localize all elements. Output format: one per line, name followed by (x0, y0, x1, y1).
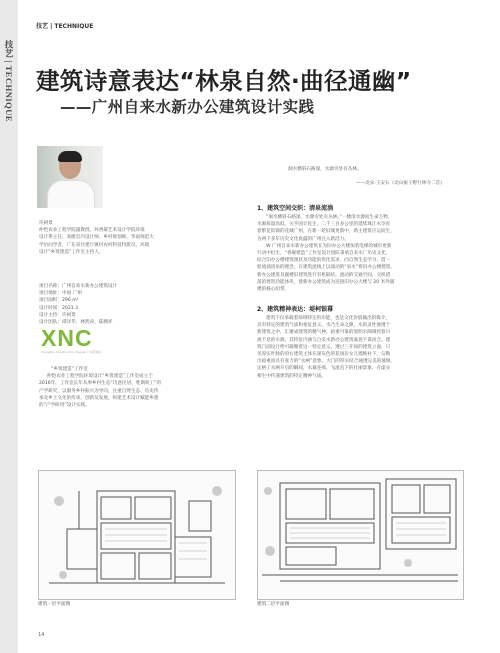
body-line: 水源质量高低，关乎国计民生。二千三百多公里的延续珠江水孕育 (257, 222, 391, 228)
body-line: 出稳重而具有张力的“水闸”意象。大门的厚实结合通透完美的玻璃， (257, 359, 395, 365)
body-line: 落的建筑功能体块，使新办公建筑成为连接旧办公大楼与 20 米外副 (257, 279, 395, 285)
floor-plan-2-drawing (258, 471, 463, 599)
author-bio (39, 220, 225, 256)
page-number: 14 (38, 632, 45, 638)
floor-plan-1-caption: 建筑一层平面图 (38, 602, 71, 607)
body-line: 新建筑之中，汇聚成建筑的精气神。稳重可靠的堤明水阁调控着川 (257, 330, 391, 336)
author-name: 许树景 (39, 221, 53, 226)
floor-plan-2-caption: 建筑二层平面图 (257, 602, 290, 607)
project-area: 项目面积：296 m² (39, 298, 79, 304)
body-line: 结合旧办公楼建筑现状及功能的优化需求，向自然生态学习，借一 (257, 258, 391, 264)
body-line: 楼的核心纽带。 (257, 287, 290, 293)
body-line: 新办公建筑及副楼旧建筑进行有机联结。流动的交通空间，交织错 (257, 272, 391, 278)
section-2-heading: 2、建筑精神表达：堤柯银幕 (257, 306, 334, 313)
body-line: 为两千多年历史文化底蕴的广州注入新活力。 (257, 236, 349, 242)
poem-line: 涧水横斜石路深，水源穷处有丛林。 (288, 167, 362, 172)
author-bio-line: 仲恺农业工程学院副教授、何香凝艺术设计学院环境 (39, 228, 145, 234)
author-photo (37, 146, 103, 208)
studio-intro-line: 产学研究，以服务乡村振兴为导向，注重自然生态、历史传 (39, 388, 159, 394)
studio-intro-line: 2016年，工作室长年从事乡村生态“诗意民居、胜期荷工”的 (39, 381, 162, 387)
body-line: W 广州自来水新办公建筑在为旧办公大楼加装电梯的城市更新 (266, 243, 392, 249)
body-line: 具有特定的建筑气质和象征意义。水乃生命之源，水的灵性渗透于 (257, 323, 391, 329)
article-subtitle: ——广州自来水新办公建筑设计实践 (60, 98, 315, 116)
section-2-body (257, 315, 457, 380)
section-1-body (257, 214, 457, 293)
design-team: 设计团队：谭洋华、林凯涛、陆腾祥 (39, 320, 113, 326)
studio-intro-line: 承及乡土文化的传承，创新及发展，构建艺术设计赋能乡建 (39, 395, 159, 401)
body-line: 定格了水闸开启的瞬间，水幕连绵、飞流直下的壮丽景象，在虚实 (257, 366, 391, 372)
author-bio-line: 设计系主任、高级室内设计师、乡村规划师，华南师范大 (39, 235, 154, 241)
project-info (39, 283, 225, 326)
body-line: “涧水横斜石路深，水源穷处有丛林。”一楼清水源而生命万物， (266, 215, 393, 220)
studio-intro-line: 的“产学研用”设计实践。 (39, 403, 90, 409)
studio-logo: XNC (41, 325, 93, 351)
studio-intro (39, 366, 225, 409)
design-date: 设计时间：2021.3 (39, 305, 79, 311)
floor-plan-1 (38, 470, 236, 600)
poem-source: ——北宋·王安石《北山振子野行林寺二首》 (356, 181, 445, 186)
body-line: 筑门面设计给可凝聚着这一特定意义。透过三开间的建筑立面，只 (257, 344, 391, 350)
studio-logo-tagline: Xiangzhu Construction Design / 乡筑建造 (41, 350, 102, 354)
floor-plan-1-drawing (39, 471, 235, 599)
project-address: 项目地址：中国 广州 (39, 291, 82, 297)
author-bio-line: 设计“乡筑建造”工作室主持人。 (39, 249, 104, 255)
section-1-heading: 1、建筑空间交织：清泉流淌 (257, 205, 334, 212)
body-line: 着繁花似锦的花城广州，在新一轮旧城更新中，新主建筑应运而生， (257, 229, 395, 235)
author-bio-line: 学访问学者，广东省住建厅镇村农村科技特派员，环境 (39, 242, 150, 248)
body-line: 相生中传递建筑的特定精神气质。 (257, 373, 326, 379)
body-line: 行动中衍生，“香凝建造”工作室设计团队秉承自来水厂历史文化， (257, 251, 391, 257)
studio-name: “乡筑建造”工作室 (51, 367, 88, 372)
studio-intro-line: 仲恺农业工程学院环境设计“乡筑建造”工作室成立于 (47, 374, 153, 380)
section-tag: 技艺 | TECHNIQUE (36, 23, 94, 30)
body-line: 流不息的水源，其特征内涵与自来水新办公建筑离意不谋而合。建 (257, 337, 391, 343)
body-line: 见厚实叶脉的府右建筑主体在深灰色的花岗岩女儿墙映衬下，勾勒 (257, 352, 391, 358)
body-line: 建筑不仅承载着场域特定的功能，也是文化价值输出的媒介， (266, 316, 391, 321)
design-lead: 设计主持：许树景 (39, 312, 76, 318)
project-name: 项目名称：广州自来水新办公建筑设计 (39, 284, 118, 289)
article-title: 建筑诗意表达“林泉自然·曲径通幽” (36, 67, 412, 95)
body-line: 股流淌清泉的理念，在建筑流线上以流动的“泉水”将旧办公楼建筑、 (257, 265, 395, 271)
side-section-label: 技艺 | TECHNIQUE (4, 40, 14, 123)
floor-plan-2 (257, 470, 464, 600)
